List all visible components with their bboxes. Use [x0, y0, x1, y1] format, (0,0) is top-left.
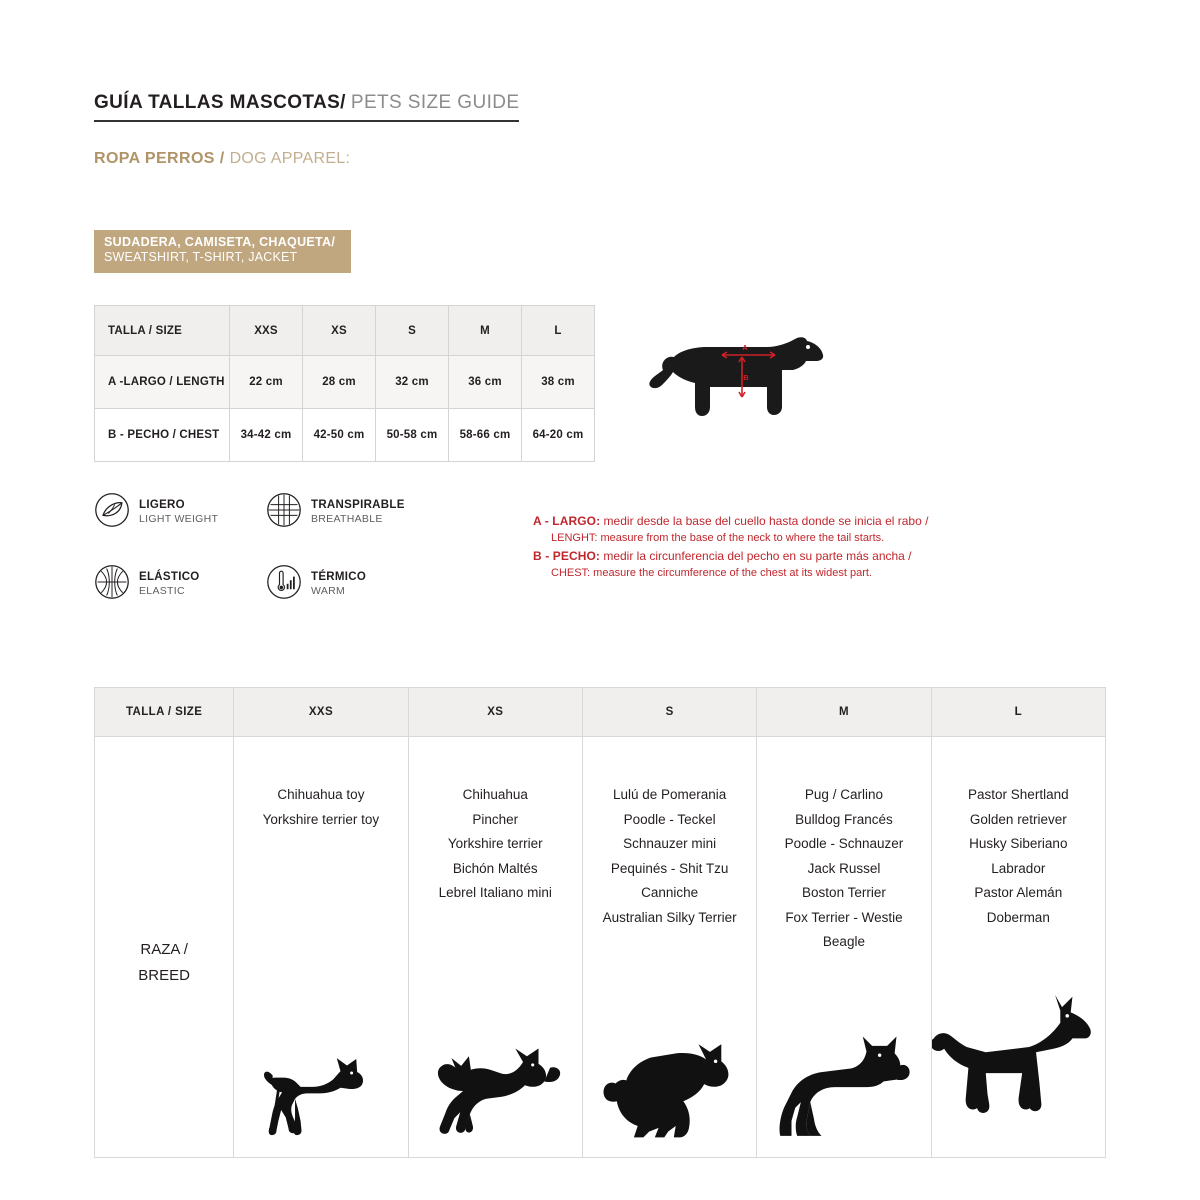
pomeranian-small-silhouette: [409, 1033, 582, 1149]
measurements-table: [94, 305, 595, 462]
breed-item: Husky Siberiano: [969, 836, 1068, 851]
elastic-icon: [94, 564, 130, 600]
breed-item: Australian Silky Terrier: [602, 909, 737, 925]
page-title-en: PETS SIZE GUIDE: [350, 92, 520, 113]
note-chest-es: medir la circunferencia del pecho en su parte más ancha /: [600, 549, 912, 563]
page-title: [94, 92, 519, 122]
feature-elastic-text: [139, 567, 200, 598]
length-l: 38 cm: [522, 356, 595, 409]
mesh-breathable-icon: [266, 492, 302, 528]
chest-xs: 42-50 cm: [303, 409, 376, 462]
row-label-chest: B - PECHO / CHEST: [95, 409, 230, 462]
feature-light-weight-es: LIGERO: [139, 498, 185, 511]
breed-row-label-line1: RAZA /: [140, 941, 188, 958]
breed-item: Golden retriever: [969, 811, 1067, 827]
breed-item: Labrador: [991, 860, 1046, 876]
breed-item: Lebrel Italiano mini: [438, 885, 552, 900]
breed-cell-inner-xs: [409, 737, 582, 1157]
feature-warm-es: TÉRMICO: [311, 570, 367, 583]
breed-header-xs: XS: [408, 688, 582, 737]
length-s: 32 cm: [376, 356, 449, 409]
breed-item: Bichón Maltés: [452, 860, 538, 876]
feature-light-weight-text: [139, 495, 218, 526]
breed-header-m: M: [757, 688, 931, 737]
breed-item: Yorkshire terrier: [447, 836, 543, 851]
chihuahua-silhouette: [234, 1047, 407, 1149]
breed-row-label-line2: BREED: [138, 967, 190, 984]
spitz-silhouette: [583, 1025, 756, 1149]
breed-row-label-cell: [95, 737, 234, 1158]
breed-list-xxs: [234, 737, 407, 832]
header-cell-xxs: XXS: [230, 306, 303, 356]
length-xs: 28 cm: [303, 356, 376, 409]
breed-header-xxs: XXS: [234, 688, 408, 737]
breed-item: Pug / Carlino: [804, 787, 883, 802]
breed-item: Poodle - Teckel: [623, 811, 716, 827]
breed-cell-m: [757, 737, 931, 1158]
diagram-label-b: B: [743, 373, 749, 382]
breed-header-l: L: [931, 688, 1105, 737]
breed-header-size: TALLA / SIZE: [95, 688, 234, 737]
breed-item: Canniche: [641, 885, 699, 900]
breed-list-xs: [409, 737, 582, 906]
row-label-length: A -LARGO / LENGTH: [95, 356, 230, 409]
note-length-en: LENGHT: measure from the base of the neck to where the tail starts.: [551, 532, 885, 544]
feature-elastic-es: ELÁSTICO: [139, 570, 200, 583]
breed-item: Doberman: [986, 909, 1050, 925]
feature-light-weight: [94, 492, 218, 528]
breed-label-inner: [95, 737, 233, 1157]
table-row-length: [95, 356, 595, 409]
breed-item: Yorkshire terrier toy: [262, 811, 380, 827]
breed-cell-inner-xxs: [234, 737, 407, 1157]
note-chest: [533, 547, 963, 582]
breed-table-header-row: [95, 688, 1106, 737]
thermometer-warm-icon: [266, 564, 302, 600]
breed-item: Chihuahua: [462, 787, 528, 802]
breed-item: Pastor Shertland: [968, 787, 1069, 802]
note-chest-bold: B - PECHO:: [533, 549, 600, 563]
breed-cell-inner-s: [583, 737, 756, 1157]
breed-cell-s: [582, 737, 756, 1158]
section-subtitle-en: DOG APPAREL:: [229, 150, 351, 167]
garment-type-en: SWEATSHIRT, T-SHIRT, JACKET: [104, 250, 298, 264]
breed-list-s: [583, 737, 756, 930]
breed-list-m: [757, 737, 930, 955]
garment-type-es: SUDADERA, CAMISETA, CHAQUETA/: [104, 235, 336, 249]
breed-item: Bulldog Francés: [795, 811, 893, 827]
feature-elastic-en: ELASTIC: [139, 584, 185, 597]
section-subtitle: [94, 150, 350, 168]
table-row-chest: [95, 409, 595, 462]
bulldog-silhouette: [757, 1027, 930, 1149]
breed-item: Schnauzer mini: [623, 836, 717, 851]
doberman-silhouette: [932, 985, 1105, 1149]
chest-s: 50-58 cm: [376, 409, 449, 462]
breed-cell-inner-m: [757, 737, 930, 1157]
note-length-bold: A - LARGO:: [533, 514, 601, 528]
feature-warm: [266, 564, 366, 600]
breed-item: Boston Terrier: [802, 885, 886, 900]
breed-header-s: S: [582, 688, 756, 737]
breed-cell-xxs: [234, 737, 408, 1158]
feature-warm-en: WARM: [311, 584, 346, 597]
feature-breathable-en: BREATHABLE: [311, 512, 383, 525]
table-header-row: [95, 306, 595, 356]
diagram-label-a: A: [742, 343, 748, 352]
breed-item: Jack Russel: [807, 860, 881, 876]
breed-list-l: [932, 737, 1105, 930]
header-cell-l: L: [522, 306, 595, 356]
note-chest-en: CHEST: measure the circumference of the chest at its widest part.: [551, 567, 872, 579]
breed-cell-xs: [408, 737, 582, 1158]
header-cell-size: TALLA / SIZE: [95, 306, 230, 356]
feature-breathable-text: [311, 495, 405, 526]
length-xxs: 22 cm: [230, 356, 303, 409]
breed-cell-l: [931, 737, 1105, 1158]
breed-item: Pincher: [472, 811, 519, 827]
breed-table-body-row: [95, 737, 1106, 1158]
chest-xxs: 34-42 cm: [230, 409, 303, 462]
breed-table: [94, 687, 1106, 1158]
feature-light-weight-en: LIGHT WEIGHT: [139, 512, 219, 525]
chest-m: 58-66 cm: [449, 409, 522, 462]
breed-item: Chihuahua toy: [277, 787, 365, 802]
feature-warm-text: [311, 567, 366, 598]
breed-row-label: [95, 737, 233, 989]
header-cell-xs: XS: [303, 306, 376, 356]
breed-cell-inner-l: [932, 737, 1105, 1157]
breed-item: Fox Terrier - Westie: [785, 909, 903, 925]
feature-elastic: [94, 564, 200, 600]
header-cell-m: M: [449, 306, 522, 356]
measurement-dog-diagram: [630, 325, 860, 455]
feather-icon: [94, 492, 130, 528]
section-subtitle-es: ROPA PERROS /: [94, 150, 225, 167]
garment-type-banner: [94, 230, 351, 273]
chest-l: 64-20 cm: [522, 409, 595, 462]
length-m: 36 cm: [449, 356, 522, 409]
breed-item: Pequinés - Shit Tzu: [610, 860, 729, 876]
breed-item: Poodle - Schnauzer: [784, 836, 904, 851]
page-title-es: GUÍA TALLAS MASCOTAS/: [94, 92, 346, 113]
measurement-notes: [533, 512, 963, 582]
header-cell-s: S: [376, 306, 449, 356]
feature-breathable: [266, 492, 405, 528]
breed-item: Beagle: [822, 934, 865, 949]
feature-breathable-es: TRANSPIRABLE: [311, 498, 405, 511]
breed-item: Lulú de Pomerania: [612, 787, 727, 802]
note-length-es: medir desde la base del cuello hasta donde se inicia el rabo /: [600, 514, 929, 528]
note-length: [533, 512, 963, 547]
breed-item: Pastor Alemán: [974, 885, 1063, 900]
